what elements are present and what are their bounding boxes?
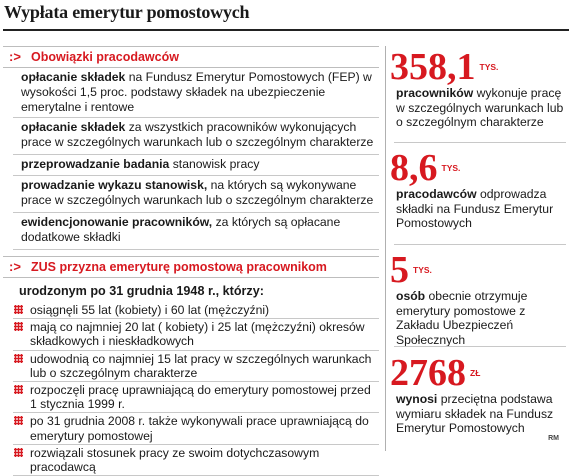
stat-text: wykonuje pracę w szczególnych warunkach lub o szczególnym charakterze <box>396 86 564 129</box>
stat-value: 2768 <box>390 352 466 394</box>
duty-text: na Fundusz Emerytur Pomostowych (FEP) w wysokości 1,5 proc. podstawy składek na ubezpieczenie emerytalne i rentowe <box>21 70 372 114</box>
duty-bold: opłacanie składek <box>21 70 126 84</box>
stat-persons <box>390 251 568 347</box>
stat-description <box>390 289 568 347</box>
duty-item <box>13 118 379 155</box>
zus-intro: urodzonym po 31 grudnia 1948 r., którzy: <box>19 284 264 298</box>
condition-text: rozpoczęli pracę uprawniającą do emerytury pomostowej przed 1 stycznia 1999 r. <box>30 383 371 412</box>
zus-heading-text: ZUS przyzna emeryturę pomostową pracownikom <box>31 260 327 274</box>
stat-separator <box>394 142 566 143</box>
stat-text: odprowadza składki na Fundusz Emerytur Pomostowych <box>396 187 554 230</box>
column-divider <box>385 46 386 451</box>
dot-grid-icon <box>14 322 23 331</box>
duty-text: za których są opłacane dodatkowe składki <box>21 215 341 244</box>
condition-text: udowodnią co najmniej 15 lat pracy w szczególnych warunkach lub o szczególnym charakterze <box>30 351 372 380</box>
condition-item <box>13 382 379 413</box>
condition-item <box>13 351 379 382</box>
conditions-list <box>3 302 379 476</box>
stat-bold: wynosi <box>396 392 438 406</box>
stat-separator <box>394 346 566 347</box>
dot-grid-icon <box>14 416 23 425</box>
duty-item <box>13 68 379 118</box>
condition-text: po 31 grudnia 2008 r. także wykonywali prace uprawniającą do emerytury pomostowej <box>30 414 369 443</box>
duty-text: stanowisk pracy <box>169 157 260 171</box>
stat-unit: TYS. <box>413 265 432 275</box>
stat-description <box>390 187 568 231</box>
left-column <box>3 46 379 476</box>
duty-item <box>13 155 379 176</box>
stat-value: 358,1 <box>390 46 476 88</box>
dot-grid-icon <box>14 448 23 457</box>
author-credit: RM <box>548 435 559 442</box>
arrow-icon: :> <box>9 49 21 64</box>
condition-text: osiągnęli 55 lat (kobiety) i 60 lat (mężczyźni) <box>30 303 270 317</box>
duty-bold: prowadzanie wykazu stanowisk, <box>21 178 208 192</box>
condition-item <box>13 413 379 444</box>
duty-bold: przeprowadzanie badania <box>21 157 170 171</box>
duty-text: za wszystkich pracowników wykonujących prace w szczególnych warunkach lub o szczególnym charakterze <box>21 120 374 149</box>
stat-description <box>390 86 568 130</box>
stat-value: 5 <box>390 249 409 291</box>
stat-unit: TYS. <box>441 163 461 173</box>
stat-bold: pracowników <box>396 86 474 100</box>
condition-text: rozwiązali stosunek pracy ze swoim dotychczasowym pracodawcą <box>30 445 320 475</box>
title-rule <box>3 29 569 31</box>
stat-text: przeciętna podstawa wymiaru składek na Fundusz Emerytur Pomostowych <box>396 392 554 435</box>
dot-grid-icon <box>14 354 23 363</box>
stat-separator <box>394 244 566 245</box>
duty-bold: opłacanie składek <box>21 120 126 134</box>
stat-unit: TYS. <box>479 62 499 72</box>
condition-item <box>13 302 379 319</box>
stat-bold: pracodawców <box>396 187 477 201</box>
zus-heading <box>3 256 379 278</box>
condition-item <box>13 445 379 476</box>
page-title: Wypłata emerytur pomostowych <box>4 2 250 22</box>
duty-bold: ewidencjonowanie pracowników, <box>21 215 213 229</box>
dot-grid-icon <box>14 305 23 314</box>
stat-workers <box>390 48 568 130</box>
stat-average-base <box>390 354 568 436</box>
stat-value: 8,6 <box>390 147 438 189</box>
stat-employers <box>390 149 568 231</box>
stat-unit: ZŁ <box>470 368 481 378</box>
employer-duties-heading <box>3 46 379 68</box>
arrow-icon: :> <box>9 259 21 274</box>
employer-duties-heading-text: Obowiązki pracodawców <box>31 50 179 64</box>
dot-grid-icon <box>14 385 23 394</box>
stat-bold: osób <box>396 289 426 303</box>
condition-text: mają co najmniej 20 lat ( kobiety) i 25 lat (mężczyźni) okresów składkowych i nieskładkowych <box>30 320 365 349</box>
condition-item <box>13 319 379 350</box>
duty-text: na których są wykonywane prace w szczególnych warunkach lub o szczególnym charakterze <box>21 178 374 207</box>
duty-item <box>13 213 379 250</box>
duty-item <box>13 176 379 213</box>
stat-text: obecnie otrzymuje emerytury pomostowe z Zakładu Ubezpieczeń Społecznych <box>396 289 528 347</box>
stat-description <box>390 392 568 436</box>
